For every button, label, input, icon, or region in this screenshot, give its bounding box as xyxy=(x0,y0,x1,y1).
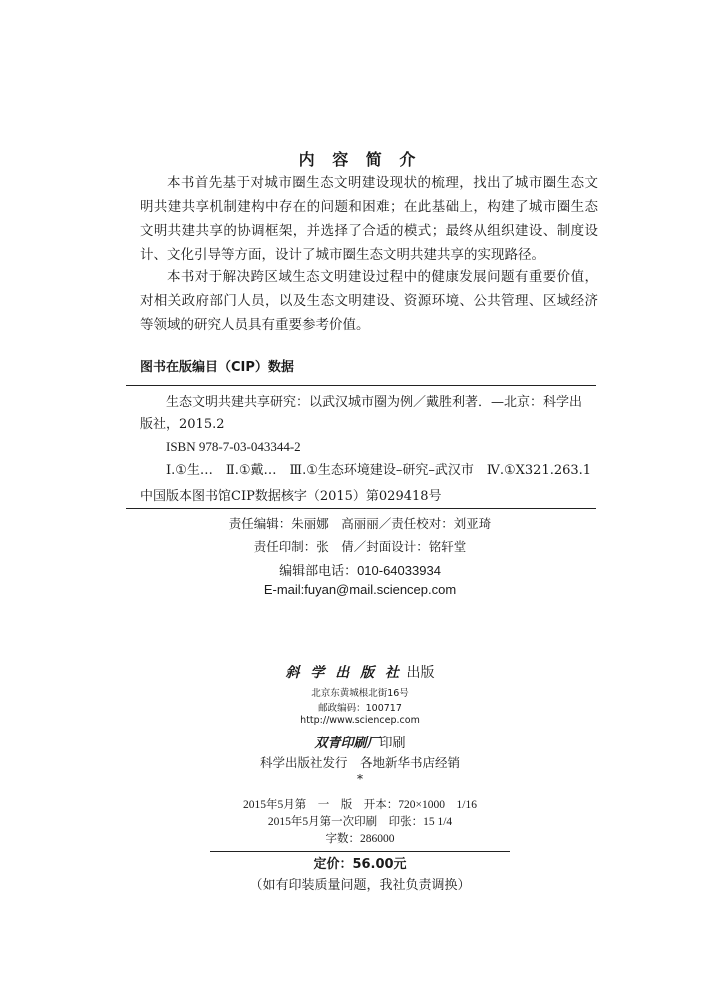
printer-suffix: 印刷 xyxy=(379,736,406,751)
publisher-name: 斜 学 出 版 社 xyxy=(285,665,403,681)
cip-bottom-rule xyxy=(126,508,596,509)
publisher-website: http://www.sciencep.com xyxy=(300,715,420,726)
cip-number: 中国版本图书馆CIP数据核字（2015）第029418号 xyxy=(140,489,442,504)
credits-editors: 责任编辑：朱丽娜 高丽丽／责任校对：刘亚琦 xyxy=(228,516,492,531)
summary-title: 内 容 简 介 xyxy=(298,150,422,169)
editorial-phone: 编辑部电话：010-64033934 xyxy=(279,563,441,578)
printer-name: 双青印刷厂 xyxy=(314,736,380,751)
price-rule xyxy=(210,851,510,852)
publisher-suffix: 出版 xyxy=(402,665,435,681)
editorial-email: E-mail:fuyan@mail.sciencep.com xyxy=(263,582,457,597)
word-count: 字数：286000 xyxy=(325,833,395,845)
cip-title-line: 生态文明共建共享研究：以武汉城市圈为例／戴胜利著．—北京：科学出版社，2015.2 xyxy=(140,395,583,432)
summary-paragraph-2: 本书对于解决跨区域生态文明建设过程中的健康发展问题有重要价值，对相关政府部门人员，以及生态文明建设、资源环境、公共管理、区域经济等领域的研究人员具有重要参考价值。 xyxy=(140,269,598,333)
summary-paragraph-1: 本书首先基于对城市圈生态文明建设现状的梳理，找出了城市圈生态文明共建共享机制建构中存在的问题和困难；在此基础上，构建了城市圈生态文明共建共享的协调框架，并选择了合适的模式；最终从组织建设、制度设计、文化引导等方面，设计了城市圈生态文明共建共享的实现路径。 xyxy=(140,175,598,263)
credits-production: 责任印制：张 倩／封面设计：铭轩堂 xyxy=(253,539,467,554)
publisher-line xyxy=(0,662,720,682)
publisher-postcode: 邮政编码：100717 xyxy=(318,703,402,714)
cip-classification: Ⅰ.①生… Ⅱ.①戴… Ⅲ.①生态环境建设–研究–武汉市 Ⅳ.①X321.263.1 xyxy=(166,463,592,478)
cip-top-rule xyxy=(126,385,596,386)
separator-asterisk: * xyxy=(357,772,363,786)
impression-info: 2015年5月第一次印刷 印张：15 1/4 xyxy=(267,816,453,828)
publisher-address: 北京东黄城根北街16号 xyxy=(311,688,409,699)
distribution-line: 科学出版社发行 各地新华书店经销 xyxy=(259,755,460,770)
edition-info: 2015年5月第 一 版 开本：720×1000 1/16 xyxy=(243,799,477,811)
cip-heading: 图书在版编目（CIP）数据 xyxy=(140,360,294,375)
price: 定价：56.00元 xyxy=(313,857,407,872)
cip-isbn: ISBN 978-7-03-043344-2 xyxy=(166,439,301,454)
printer-line xyxy=(0,732,720,751)
quality-notice: （如有印装质量问题，我社负责调换） xyxy=(249,878,471,893)
